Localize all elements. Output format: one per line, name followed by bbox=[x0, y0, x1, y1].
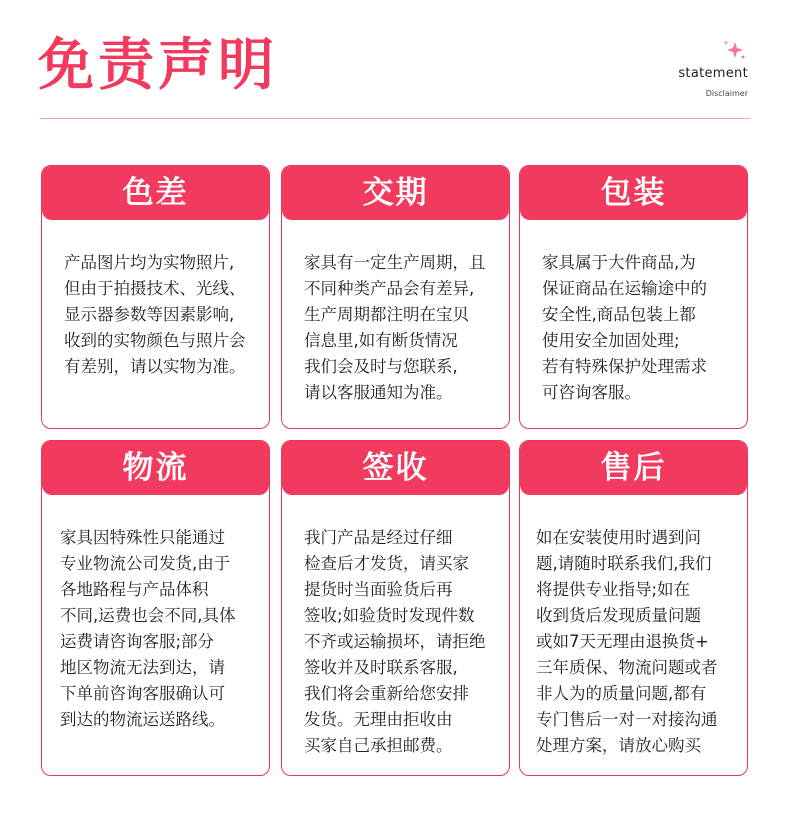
statement-label bbox=[678, 66, 748, 98]
card-line: 若有特殊保护处理需求 bbox=[542, 357, 707, 376]
statement-text: statement bbox=[678, 66, 748, 81]
card-line: 我门产品是经过仔细 bbox=[304, 528, 453, 547]
card-line: 提货时当面验货后再 bbox=[304, 580, 453, 599]
card-heading: 包装 bbox=[520, 166, 747, 220]
card-line: 显示器参数等因素影响, bbox=[64, 305, 235, 324]
card-line: 不同种类产品会有差异, bbox=[304, 279, 475, 298]
card-line: 买家自己承担邮费。 bbox=[304, 736, 453, 755]
card-line: 但由于拍摄技术、光线、 bbox=[64, 279, 246, 298]
header-divider bbox=[40, 118, 750, 119]
card-logistics bbox=[41, 440, 270, 776]
card-line: 家具因特殊性只能通过 bbox=[60, 528, 225, 547]
card-body bbox=[42, 220, 269, 380]
card-line: 产品图片均为实物照片, bbox=[64, 253, 235, 272]
card-line: 安全性,商品包装上都 bbox=[542, 305, 696, 324]
card-heading: 色差 bbox=[42, 166, 269, 220]
card-line: 三年质保、物流问题或者 bbox=[536, 658, 718, 677]
card-color-difference bbox=[41, 165, 270, 429]
card-line: 将提供专业指导;如在 bbox=[536, 580, 691, 599]
card-line: 下单前咨询客服确认可 bbox=[60, 684, 225, 703]
card-body bbox=[42, 495, 269, 733]
card-after-sales bbox=[519, 440, 748, 776]
card-body bbox=[282, 495, 509, 759]
card-line: 保证商品在运输途中的 bbox=[542, 279, 707, 298]
card-line: 生产周期都注明在宝贝 bbox=[304, 305, 469, 324]
card-line: 或如7天无理由退换货+ bbox=[536, 632, 709, 651]
card-line: 不同,运费也会不同,具体 bbox=[60, 606, 236, 625]
card-line: 信息里,如有断货情况 bbox=[304, 331, 458, 350]
card-line: 各地路程与产品体积 bbox=[60, 580, 209, 599]
card-heading: 物流 bbox=[42, 441, 269, 495]
card-line: 不齐或运输损坏，请拒绝 bbox=[304, 632, 486, 651]
card-line: 检查后才发货，请买家 bbox=[304, 554, 469, 573]
card-line: 家具属于大件商品,为 bbox=[542, 253, 696, 272]
card-line: 处理方案，请放心购买 bbox=[536, 736, 701, 755]
card-line: 我们会及时与您联系, bbox=[304, 357, 458, 376]
card-line: 有差别，请以实物为准。 bbox=[64, 357, 246, 376]
card-line: 请以客服通知为准。 bbox=[304, 383, 453, 402]
card-line: 如在安装使用时遇到问 bbox=[536, 528, 701, 547]
card-line: 到达的物流运送路线。 bbox=[60, 710, 225, 729]
card-line: 收到货后发现质量问题 bbox=[536, 606, 701, 625]
card-heading: 交期 bbox=[282, 166, 509, 220]
card-line: 可咨询客服。 bbox=[542, 383, 641, 402]
card-line: 使用安全加固处理; bbox=[542, 331, 680, 350]
card-line: 题,请随时联系我们,我们 bbox=[536, 554, 712, 573]
card-body bbox=[282, 220, 509, 406]
card-body bbox=[520, 495, 747, 759]
card-line: 签收并及时联系客服, bbox=[304, 658, 458, 677]
card-line: 地区物流无法到达，请 bbox=[60, 658, 225, 677]
sparkle-icon bbox=[722, 38, 748, 62]
card-delivery-time bbox=[281, 165, 510, 429]
disclaimer-text: Disclaimer bbox=[705, 89, 748, 98]
card-line: 专业物流公司发货,由于 bbox=[60, 554, 231, 573]
page-title: 免责声明 bbox=[38, 33, 278, 98]
card-line: 运费请咨询客服;部分 bbox=[60, 632, 215, 651]
card-heading: 售后 bbox=[520, 441, 747, 495]
card-line: 专门售后一对一对接沟通 bbox=[536, 710, 718, 729]
card-line: 非人为的质量问题,都有 bbox=[536, 684, 707, 703]
card-line: 家具有一定生产周期，且 bbox=[304, 253, 486, 272]
card-line: 收到的实物颜色与照片会 bbox=[64, 331, 246, 350]
card-receipt bbox=[281, 440, 510, 776]
card-line: 签收;如验货时发现件数 bbox=[304, 606, 475, 625]
card-packaging bbox=[519, 165, 748, 429]
card-body bbox=[520, 220, 747, 406]
card-line: 发货。无理由拒收由 bbox=[304, 710, 453, 729]
card-line: 我们将会重新给您安排 bbox=[304, 684, 469, 703]
card-heading: 签收 bbox=[282, 441, 509, 495]
